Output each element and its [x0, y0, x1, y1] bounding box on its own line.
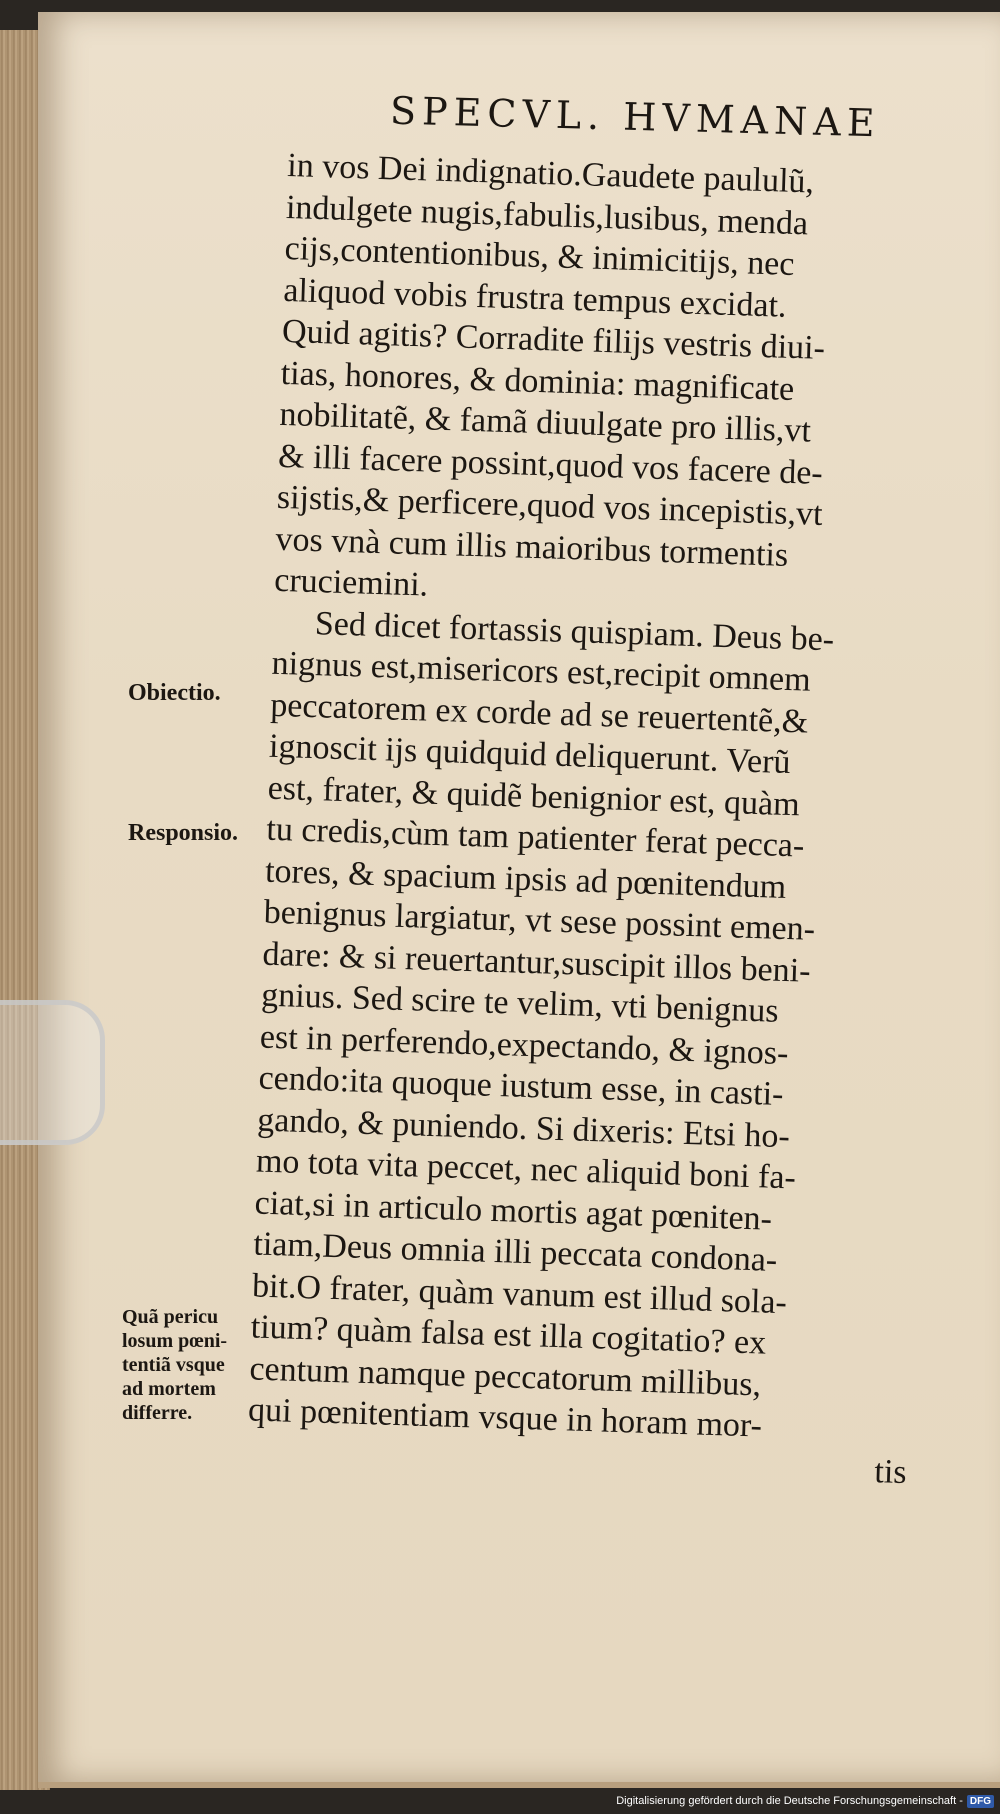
- page-clip: [0, 1000, 105, 1145]
- text-line: sijstis,& perficere,quod vos incepistis,vt: [276, 478, 824, 533]
- text-line: est, frater, & quidẽ benignior est, quàm: [267, 769, 801, 823]
- text-line: dare: & si reuertantur,suscipit illos beni-: [262, 935, 812, 990]
- text-line: aliquod vobis frustra tempus excidat.: [282, 271, 788, 325]
- text-line: peccatorem ex corde ad se reuertentẽ,&: [269, 686, 809, 741]
- text-line: gnius. Sed scire te velim, vti benignus: [260, 976, 780, 1030]
- text-line: cijs,contentionibus, & inimicitijs, nec: [284, 229, 796, 283]
- text-line: nobilitatẽ, & famã diuulgate pro illis,vt: [278, 395, 812, 450]
- text-line: gando, & puniendo. Si dixeris: Etsi ho-: [256, 1101, 791, 1155]
- text-line: tiam,Deus omnia illi peccata condona-: [252, 1225, 778, 1279]
- text-line: centum namque peccatorum millibus,: [248, 1349, 762, 1403]
- text-line: nignus est,misericors est,recipit omnem: [271, 644, 812, 699]
- marginal-note-line: Quã pericu: [122, 1306, 219, 1328]
- text-line: mo tota vita peccet, nec aliquid boni fa-: [255, 1142, 797, 1197]
- marginal-note-periculosum: [122, 1305, 227, 1425]
- text-line: cruciemini.: [273, 561, 429, 604]
- text-line: in vos Dei indignatio.Gaudete paululũ,: [286, 146, 815, 201]
- text-line: cendo:ita quoque iustum esse, in casti-: [258, 1059, 785, 1114]
- text-line: vos vnà cum illis maioribus tormentis: [275, 520, 789, 574]
- marginal-note-line: losum pœni-: [122, 1330, 228, 1352]
- text-line: tu credis,cùm tam patienter ferat pecca-: [265, 810, 805, 865]
- text-line: ciat,si in articulo mortis agat pœniten-: [254, 1183, 773, 1238]
- text-line: Sed dicet fortassis quispiam. Deus be-: [314, 604, 835, 658]
- text-line: Quid agitis? Corradite filijs vestris diui-: [281, 312, 826, 367]
- text-line: tores, & spacium ipsis ad pœnitendum: [264, 852, 787, 906]
- marginal-note-line: ad mortem: [122, 1378, 216, 1400]
- text-line: qui pœnitentiam vsque in horam mor-: [247, 1391, 763, 1445]
- page-bottom-edge: [38, 1782, 1000, 1788]
- text-line: bit.O frater, quàm vanum est illud sola-: [251, 1266, 788, 1321]
- text-line: tias, honores, & dominia: magnificate: [280, 354, 795, 408]
- text-line: & illi facere possint,quod vos facere de-: [277, 437, 824, 492]
- credit-text: Digitalisierung gefördert durch die Deutsche Forschungsgemeinschaft -: [616, 1795, 963, 1807]
- marginal-note-line: differre.: [122, 1402, 193, 1424]
- digitization-credit: [616, 1792, 994, 1810]
- text-line: tium? quàm falsa est illa cogitatio? ex: [250, 1308, 767, 1362]
- text-line: indulgete nugis,fabulis,lusibus, menda: [285, 188, 809, 242]
- marginal-note-responsio: Responsio.: [128, 820, 239, 846]
- text-line: est in perferendo,expectando, & ignos-: [259, 1018, 790, 1072]
- text-line: tis: [873, 1452, 908, 1491]
- dfg-logo-icon: DFG: [967, 1795, 994, 1808]
- text-line: ignoscit ijs quidquid deliquerunt. Verũ: [268, 727, 792, 782]
- marginal-note-objectio: Obiectio.: [128, 680, 221, 706]
- running-header: SPECVL. HVMANAE: [389, 88, 882, 146]
- marginal-note-line: tentiã vsque: [122, 1354, 225, 1376]
- body-text: [246, 145, 977, 1494]
- text-line: benignus largiatur, vt sese possint emen-: [263, 893, 816, 948]
